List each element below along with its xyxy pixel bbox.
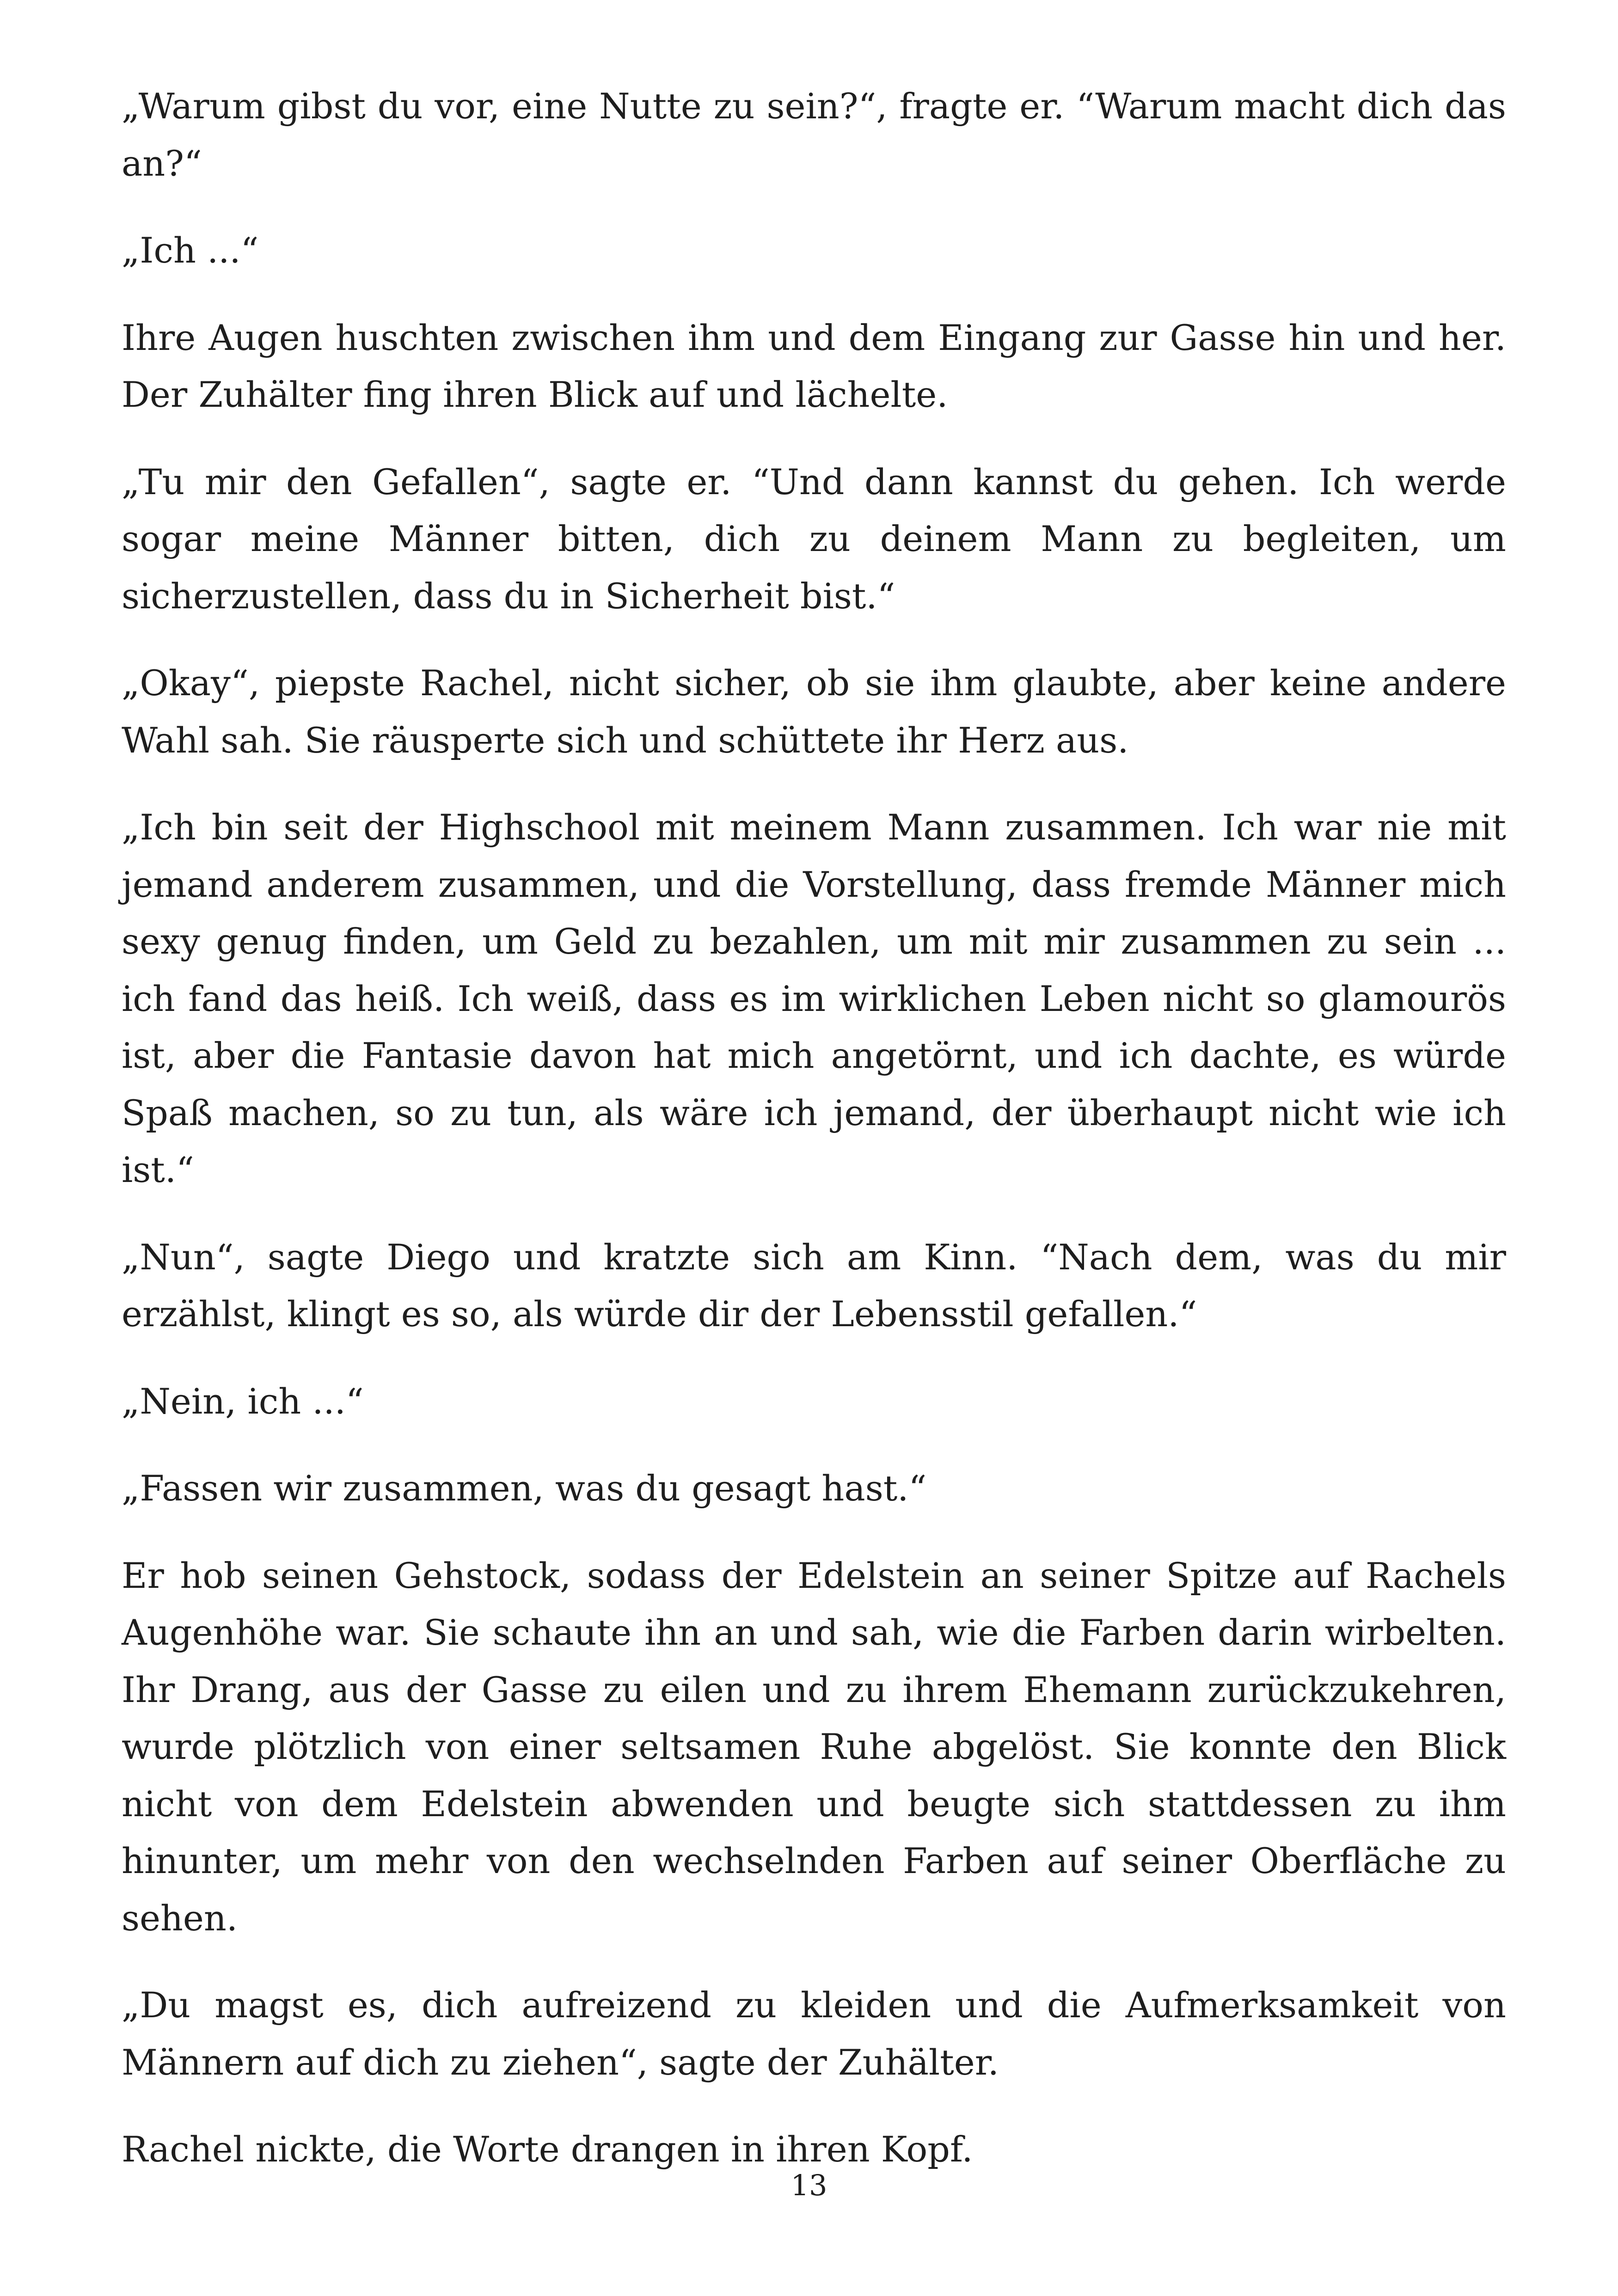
paragraph: „Fassen wir zusammen, was du gesagt hast.“ <box>122 1468 927 1509</box>
paragraph: „Okay“, piepste Rachel, nicht sicher, ob sie ihm glaubte, aber keine andere Wahl sah. Sie räusperte sich und schüttete ihr Herz aus. <box>122 662 1506 761</box>
paragraph: „Nein, ich ...“ <box>122 1380 364 1422</box>
paragraph: „Nun“, sagte Diego und kratzte sich am Kinn. “Nach dem, was du mir erzählst, klingt es so, als würde dir der Lebensstil gefallen.“ <box>122 1236 1506 1335</box>
page-number: 13 <box>791 2168 827 2202</box>
paragraph: „Warum gibst du vor, eine Nutte zu sein?“, fragte er. “Warum macht dich das an?“ <box>122 86 1506 184</box>
paragraph: „Du magst es, dich aufreizend zu kleiden und die Aufmerksamkeit von Männern auf dich zu ziehen“, sagte der Zuhälter. <box>122 1984 1506 2083</box>
paragraph: „Ich bin seit der Highschool mit meinem Mann zusammen. Ich war nie mit jemand anderem zusammen, und die Vorstellung, dass fremde Männer mich sexy genug finden, um Geld zu bezahlen, um mit mir zusammen zu sein ... ich fand das heiß. Ich weiß, dass es im wirklichen Leben nicht so glamourös ist, aber die Fantasie davon hat mich angetörnt, und ich dachte, es würde Spaß machen, so zu tun, als wäre ich jemand, der überhaupt nicht wie ich ist.“ <box>122 807 1506 1190</box>
body-text <box>122 78 1506 2208</box>
paragraph: Ihre Augen huschten zwischen ihm und dem Eingang zur Gasse hin und her. Der Zuhälter fing ihren Blick auf und lächelte. <box>122 317 1506 415</box>
paragraph: „Tu mir den Gefallen“, sagte er. “Und dann kannst du gehen. Ich werde sogar meine Männer bitten, dich zu deinem Mann zu begleiten, um sicherzustellen, dass du in Sicherheit bist.“ <box>122 461 1506 617</box>
paragraph: „Ich ...“ <box>122 230 259 271</box>
paragraph: Er hob seinen Gehstock, sodass der Edelstein an seiner Spitze auf Rachels Augenhöhe war. Sie schaute ihn an und sah, wie die Farben darin wirbelten. Ihr Drang, aus der Gasse zu eilen und zu ihrem Ehemann zurückzukehren, wurde plötzlich von einer seltsamen Ruhe abgelöst. Sie konnte den Blick nicht von dem Edelstein abwenden und beugte sich stattdessen zu ihm hinunter, um mehr von den wechselnden Farben auf seiner Oberfläche zu sehen. <box>122 1555 1506 1939</box>
paragraph: Rachel nickte, die Worte drangen in ihren Kopf. <box>122 2129 973 2170</box>
